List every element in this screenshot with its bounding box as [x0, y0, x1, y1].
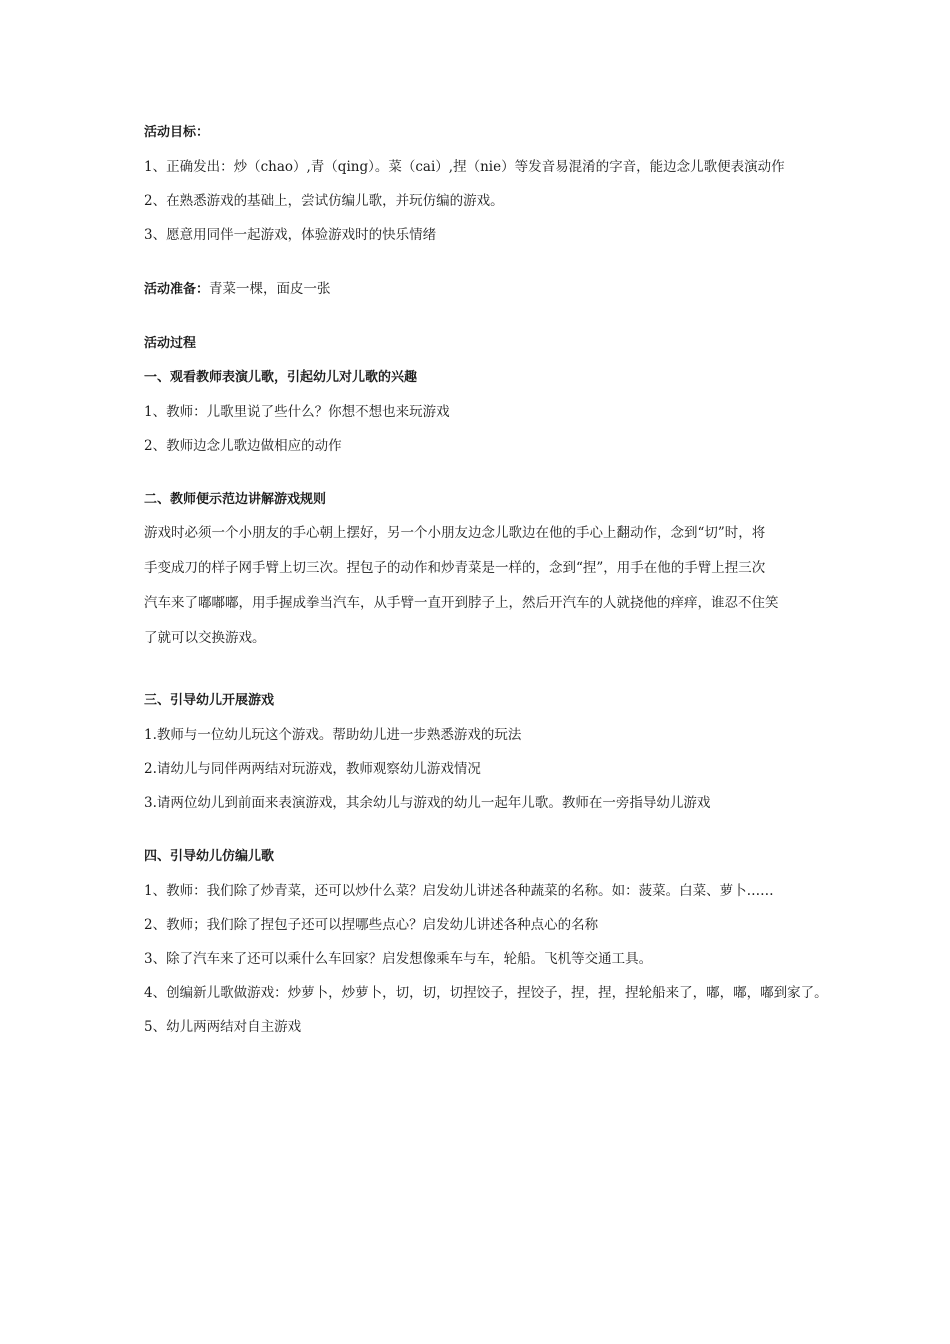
section-3-item-2: 2.请幼儿与同伴两两结对玩游戏，教师观察幼儿游戏情况	[144, 761, 481, 777]
paragraph-line: 游戏时必须一个小朋友的手心朝上摆好，另一个小朋友边念儿歌边在他的手心上翻动作，念到“切”时，将	[144, 525, 766, 541]
section-4-heading: 四、引导幼儿仿编儿歌	[144, 849, 275, 864]
section-3-heading: 三、引导幼儿开展游戏	[144, 693, 275, 708]
prep-line	[144, 280, 834, 299]
section-4-item-3: 3、除了汽车来了还可以乘什么车回家？启发想像乘车与车，轮船。飞机等交通工具。	[144, 951, 653, 967]
section-4-item-5: 5、幼儿两两结对自主游戏	[144, 1019, 302, 1035]
paragraph-line: 汽车来了嘟嘟嘟，用手握成拳当汽车，从手臂一直开到脖子上，然后开汽车的人就挠他的痒痒，谁忍不住笑	[144, 595, 779, 611]
section-3-item-1: 1.教师与一位幼儿玩这个游戏。帮助幼儿进一步熟悉游戏的玩法	[144, 727, 522, 743]
section-1-heading: 一、观看教师表演儿歌，引起幼儿对儿歌的兴趣	[144, 370, 418, 385]
paragraph-line: 了就可以交换游戏。	[144, 630, 266, 646]
section-1-item-1: 1、教师：儿歌里说了些什么？你想不想也来玩游戏	[144, 404, 450, 420]
goal-item-3: 3、愿意用同伴一起游戏，体验游戏时的快乐情绪	[144, 227, 437, 243]
prep-title: 活动准备：	[144, 282, 210, 297]
section-4-item-2: 2、教师；我们除了捏包子还可以捏哪些点心？启发幼儿讲述各种点心的名称	[144, 917, 599, 933]
goal-item-1: 1、正确发出：炒（chao）,青（qing）。菜（cai）,捏（nie）等发音易混淆的字音，能边念儿歌便表演动作	[144, 159, 785, 175]
paragraph-line: 手变成刀的样子网手臂上切三次。捏包子的动作和炒青菜是一样的，念到“捏”，用手在他的手臂上捏三次	[144, 560, 766, 576]
section-3-item-3: 3.请两位幼儿到前面来表演游戏，其余幼儿与游戏的幼儿一起年儿歌。教师在一旁指导幼儿游戏	[144, 795, 711, 811]
process-title: 活动过程	[144, 336, 197, 351]
section-2-heading: 二、教师便示范边讲解游戏规则	[144, 492, 327, 507]
document-body	[144, 124, 834, 1036]
goals-title: 活动目标：	[144, 125, 210, 140]
section-2-paragraph	[144, 516, 834, 656]
section-4-item-1: 1、教师：我们除了炒青菜，还可以炒什么菜？启发幼儿讲述各种蔬菜的名称。如：菠菜。白菜、萝卜……	[144, 883, 774, 899]
section-1-item-2: 2、教师边念儿歌边做相应的动作	[144, 438, 342, 454]
prep-text: 青菜一棵，面皮一张	[209, 281, 331, 297]
section-4-item-4: 4、创编新儿歌做游戏：炒萝卜，炒萝卜，切，切，切捏饺子，捏饺子，捏，捏，捏轮船来了，嘟，嘟，嘟到家了。	[144, 985, 828, 1001]
goal-item-2: 2、在熟悉游戏的基础上，尝试仿编儿歌，并玩仿编的游戏。	[144, 193, 504, 209]
